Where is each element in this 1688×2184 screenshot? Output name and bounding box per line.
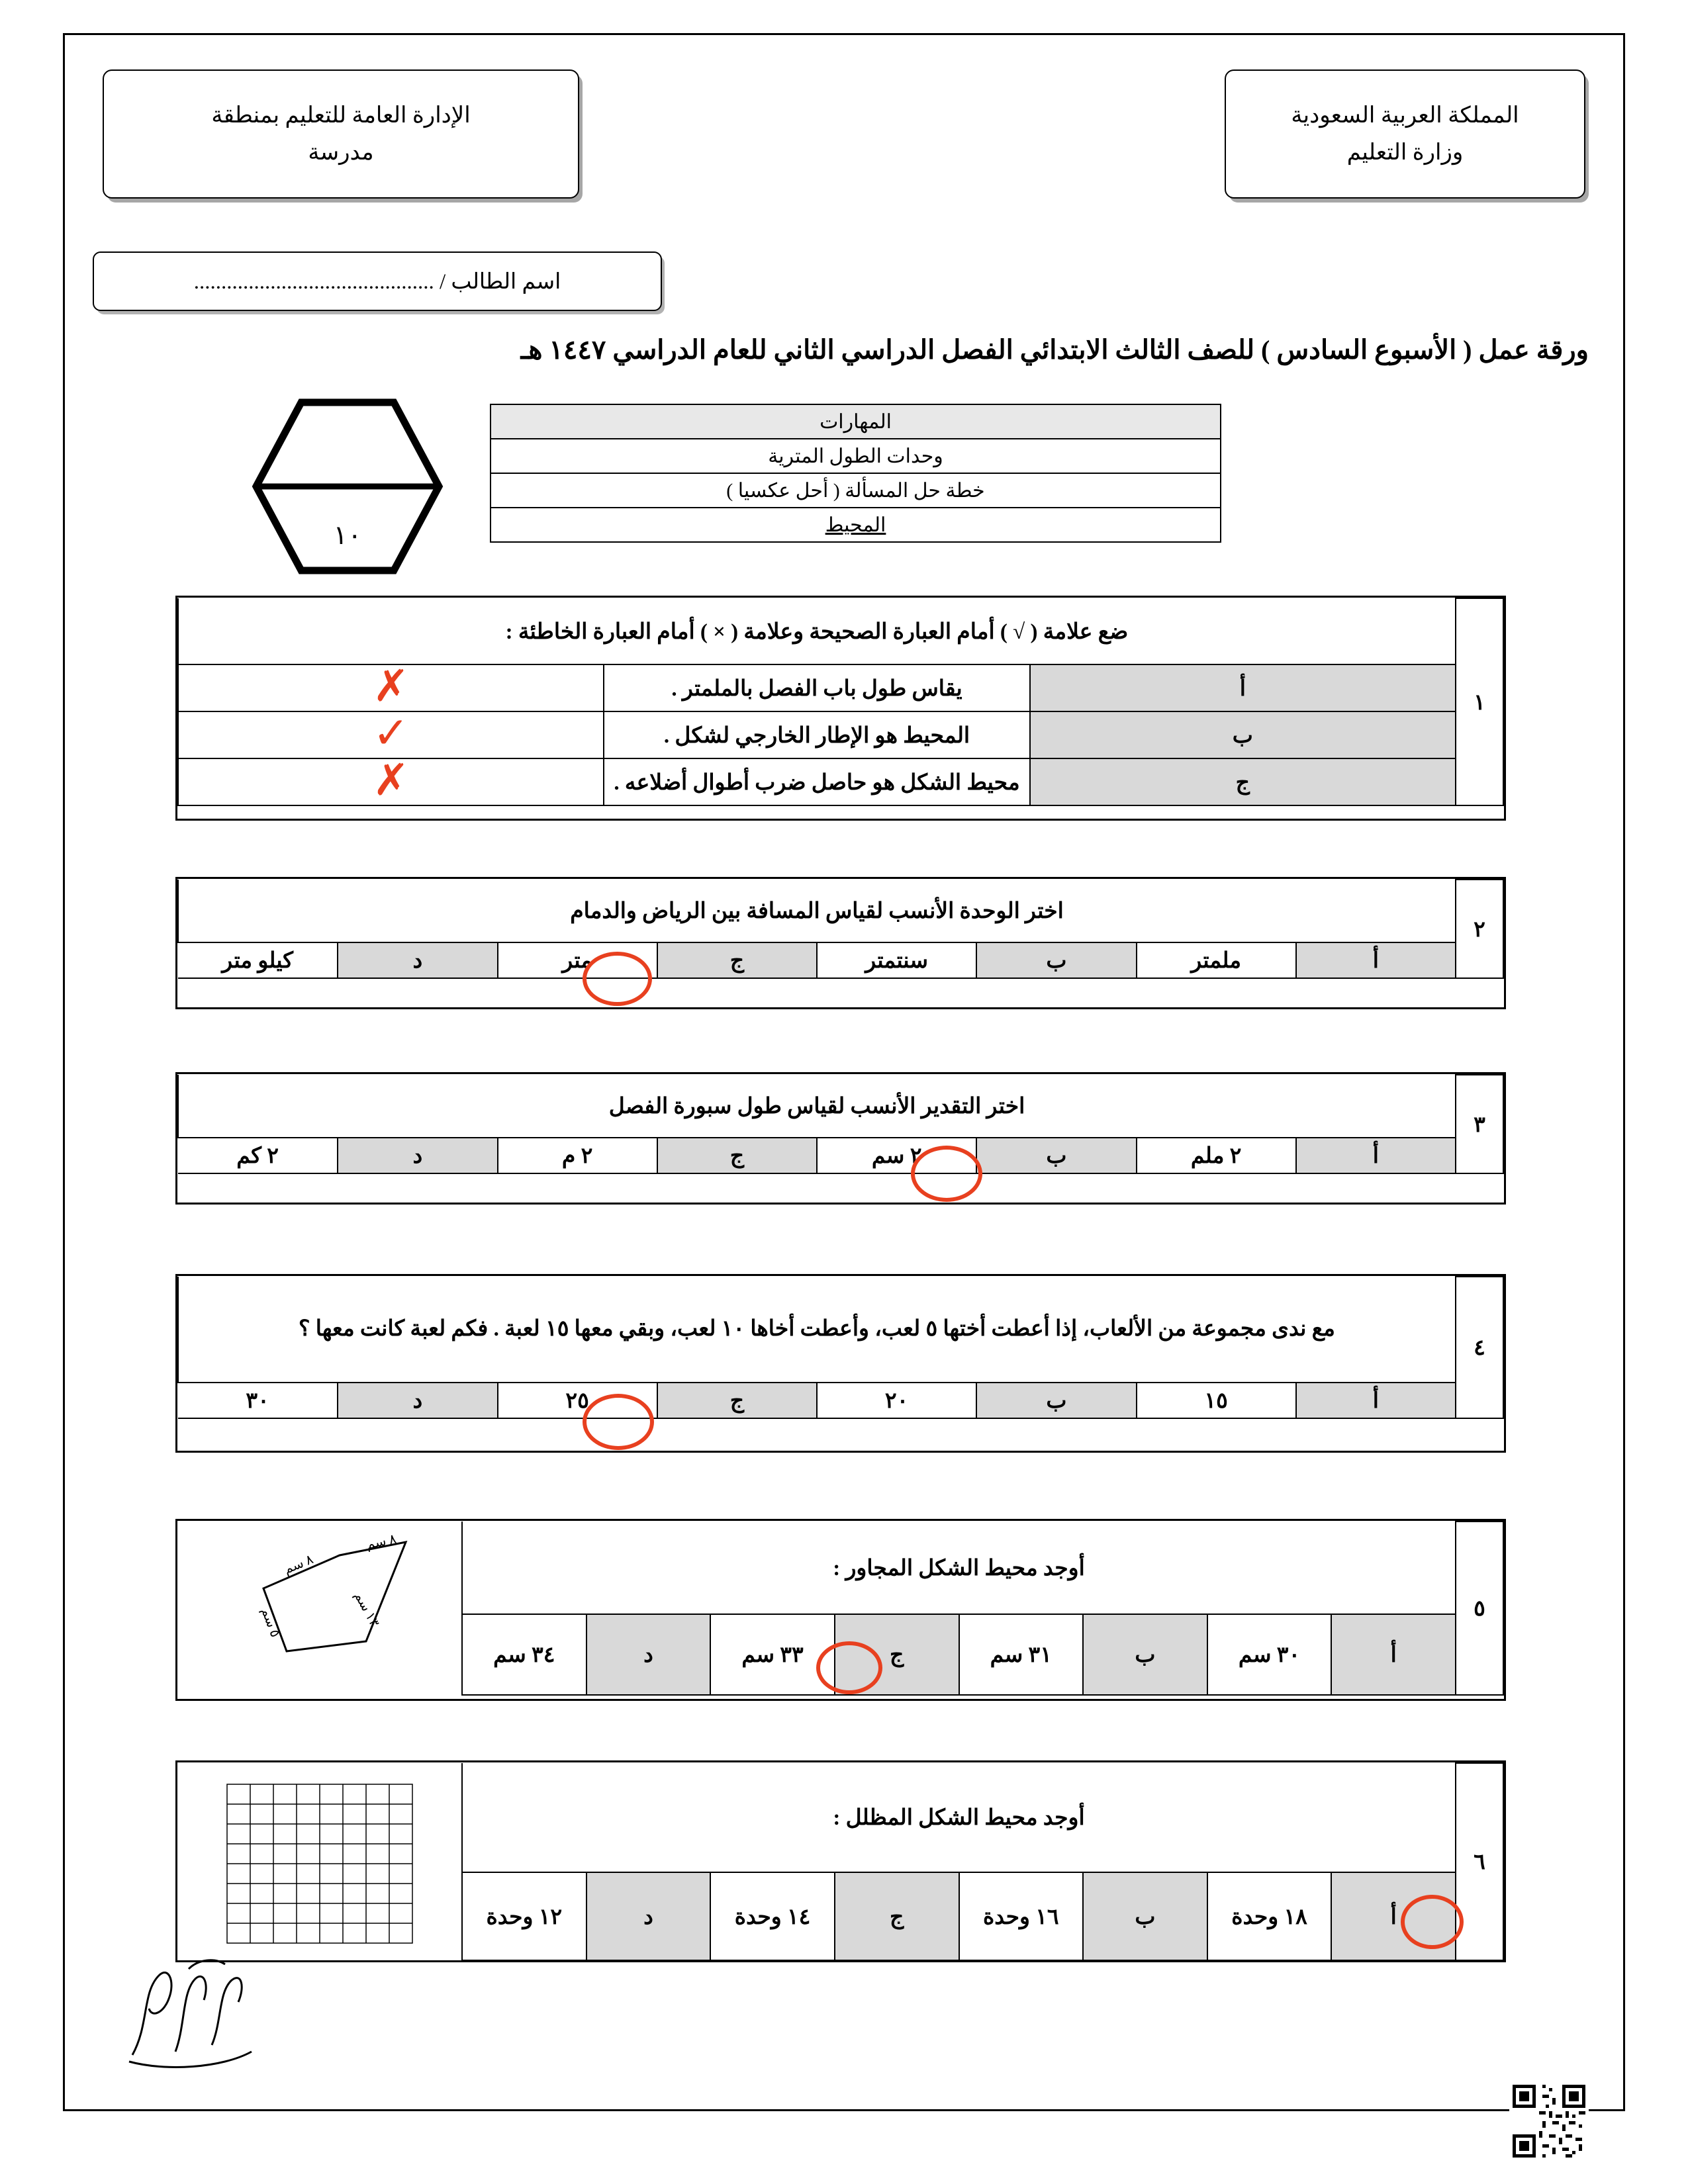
ministry-line-2: وزارة التعليم	[1346, 140, 1464, 165]
question-4-number: ٤	[1456, 1277, 1503, 1418]
student-name-field[interactable]	[93, 251, 662, 311]
question-1-prompt: ضع علامة ( √ ) أمام العبارة الصحيحة وعلامة ( × ) أمام العبارة الخاطئة :	[178, 598, 1456, 664]
q5-label-1: ٨ سم	[365, 1531, 398, 1553]
question-4-prompt: مع ندى مجموعة من الألعاب، إذا أعطت أختها ٥ لعب، وأعطت أخاها ١٠ لعب، وبقي معها ١٥ لعبة . فكم لعبة كانت معها ؟	[178, 1277, 1456, 1383]
q1-row2-answer[interactable]	[178, 707, 604, 758]
question-5-number: ٥	[1456, 1522, 1503, 1695]
question-6-prompt: أوجد محيط الشكل المظلل :	[462, 1763, 1456, 1872]
q3-option-letter-d[interactable]: د	[338, 1138, 497, 1173]
q2-option-text-d[interactable]: كيلو متر	[178, 942, 338, 978]
q2-option-text-c[interactable]: متر	[498, 942, 657, 978]
question-5-block	[175, 1519, 1506, 1701]
q6-option-letter-b[interactable]: ب	[1083, 1872, 1207, 1960]
q3-option-text-d[interactable]: ٢ كم	[178, 1138, 338, 1173]
cross-icon: ✗	[373, 754, 410, 805]
q4-option-text-a[interactable]: ١٥	[1137, 1383, 1296, 1418]
q4-option-letter-b[interactable]: ب	[976, 1383, 1136, 1418]
question-6-figure	[177, 1763, 462, 1960]
directorate-line-1: الإدارة العامة للتعليم بمنطقة	[211, 103, 471, 128]
q5-option-letter-b[interactable]: ب	[1083, 1614, 1207, 1695]
grade-hexagon-value: ١٠	[333, 520, 362, 550]
q5-option-text-d[interactable]: ٣٤ سم	[462, 1614, 586, 1695]
q4-option-text-d[interactable]: ٣٠	[178, 1383, 338, 1418]
skills-table	[490, 404, 1221, 543]
worksheet-title: ورقة عمل ( الأسبوع السادس ) للصف الثالث الابتدائي الفصل الدراسي الثاني للعام الدراسي ١٤٤٧ هـ	[520, 335, 1589, 365]
skill-row-3: المحيط	[491, 508, 1221, 542]
grade-hexagon	[252, 397, 444, 576]
q1-row1-answer[interactable]	[178, 660, 604, 711]
q5-label-2: ٨ سم	[281, 1552, 316, 1577]
q5-option-letter-c[interactable]: ج	[835, 1614, 959, 1695]
q5-label-4: ٥ سم	[258, 1606, 283, 1639]
cross-icon: ✗	[373, 660, 410, 711]
student-name-label: اسم الطالب / ............................................	[193, 270, 561, 294]
question-1-number: ١	[1456, 598, 1503, 805]
skills-title: المهارات	[491, 404, 1221, 439]
q3-option-text-b[interactable]: ٢ سم	[817, 1138, 976, 1173]
q1-row1-statement: يقاس طول باب الفصل بالملمتر .	[604, 664, 1029, 711]
q5-label-3: ١٣ سم	[351, 1589, 382, 1629]
q5-option-letter-a[interactable]: أ	[1331, 1614, 1456, 1695]
question-5-prompt: أوجد محيط الشكل المجاور :	[462, 1522, 1456, 1614]
q3-option-letter-a[interactable]: أ	[1296, 1138, 1456, 1173]
question-5-figure	[177, 1522, 462, 1695]
q3-option-text-c[interactable]: ٢ م	[498, 1138, 657, 1173]
qr-code	[1509, 2081, 1589, 2161]
q6-option-text-b[interactable]: ١٦ وحدة	[959, 1872, 1084, 1960]
q1-row1-letter: أ	[1030, 664, 1456, 711]
q6-option-letter-c[interactable]: ج	[835, 1872, 959, 1960]
q5-option-text-b[interactable]: ٣١ سم	[959, 1614, 1084, 1695]
header-box-directorate	[103, 69, 579, 199]
question-2-block	[175, 877, 1506, 1009]
question-6-block	[175, 1760, 1506, 1962]
q1-row3-answer[interactable]	[178, 754, 604, 805]
q2-option-text-b[interactable]: سنتمتر	[817, 942, 976, 978]
q2-option-text-a[interactable]: ملمتر	[1137, 942, 1296, 978]
q2-option-letter-d[interactable]: د	[338, 942, 497, 978]
q1-row2-letter: ب	[1030, 711, 1456, 758]
question-4-block	[175, 1274, 1506, 1453]
question-1-block	[175, 596, 1506, 821]
q2-option-letter-c[interactable]: ج	[657, 942, 817, 978]
teacher-signature	[113, 1946, 271, 2071]
q4-option-letter-d[interactable]: د	[338, 1383, 497, 1418]
directorate-line-2: مدرسة	[308, 140, 374, 165]
question-3-prompt: اختر التقدير الأنسب لقياس طول سبورة الفصل	[178, 1075, 1456, 1138]
ministry-line-1: المملكة العربية السعودية	[1291, 103, 1519, 128]
header-box-ministry	[1225, 69, 1585, 199]
q4-option-letter-c[interactable]: ج	[657, 1383, 817, 1418]
q1-row2-statement: المحيط هو الإطار الخارجي لشكل .	[604, 711, 1029, 758]
q6-option-text-a[interactable]: ١٨ وحدة	[1207, 1872, 1332, 1960]
q5-option-letter-d[interactable]: د	[586, 1614, 711, 1695]
skill-row-2: خطة حل المسألة ( أحل عكسيا )	[491, 473, 1221, 508]
check-icon: ✓	[373, 707, 410, 758]
question-6-number: ٦	[1456, 1763, 1503, 1960]
q2-option-letter-b[interactable]: ب	[976, 942, 1136, 978]
skill-row-1: وحدات الطول المترية	[491, 439, 1221, 473]
question-2-number: ٢	[1456, 880, 1503, 978]
q3-option-text-a[interactable]: ٢ ملم	[1137, 1138, 1296, 1173]
q4-option-letter-a[interactable]: أ	[1296, 1383, 1456, 1418]
question-2-prompt: اختر الوحدة الأنسب لقياس المسافة بين الرياض والدمام	[178, 880, 1456, 942]
q6-option-letter-d[interactable]: د	[586, 1872, 711, 1960]
q2-option-letter-a[interactable]: أ	[1296, 942, 1456, 978]
q6-option-text-c[interactable]: ١٤ وحدة	[710, 1872, 835, 1960]
q5-option-text-a[interactable]: ٣٠ سم	[1207, 1614, 1332, 1695]
q6-option-text-d[interactable]: ١٢ وحدة	[462, 1872, 586, 1960]
q4-option-text-b[interactable]: ٢٠	[817, 1383, 976, 1418]
q5-option-text-c[interactable]: ٣٣ سم	[710, 1614, 835, 1695]
q3-option-letter-b[interactable]: ب	[976, 1138, 1136, 1173]
q3-option-letter-c[interactable]: ج	[657, 1138, 817, 1173]
question-3-number: ٣	[1456, 1075, 1503, 1173]
q6-option-letter-a[interactable]: أ	[1331, 1872, 1456, 1960]
q4-option-text-c[interactable]: ٢٥	[498, 1383, 657, 1418]
question-3-block	[175, 1072, 1506, 1205]
q1-row3-statement: محيط الشكل هو حاصل ضرب أطوال أضلاعه .	[604, 758, 1029, 805]
q1-row3-letter: ج	[1030, 758, 1456, 805]
